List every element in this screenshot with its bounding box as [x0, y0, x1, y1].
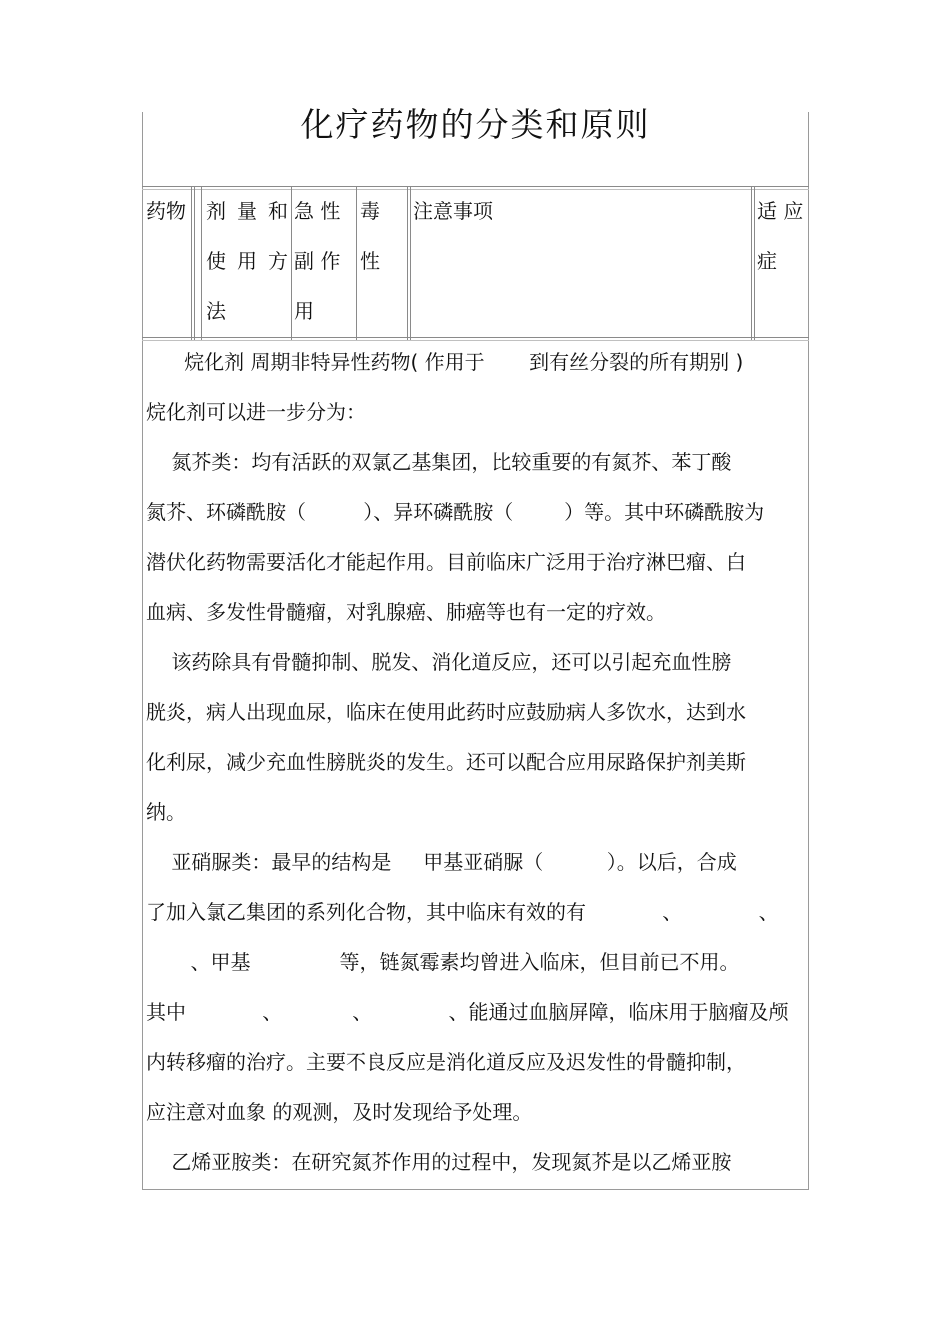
header-text: 药物: [146, 199, 186, 223]
body-line: 氮芥、环磷酰胺（ ）、异环磷酰胺（ ）等。其中环磷酰胺为: [146, 500, 765, 524]
table-bottom-border: [142, 1189, 809, 1190]
header-text: 毒: [360, 199, 380, 223]
header-text: 法: [206, 299, 226, 323]
body-line: 、甲基 等，链氮霉素均曾进入临床，但目前已不用。: [146, 950, 740, 974]
table-left-border: [142, 112, 143, 1190]
header-cell-acute-side-effects: [294, 186, 354, 336]
document-body: [146, 337, 808, 1187]
body-line: 了加入氯乙集团的系列化合物，其中临床有效的有 、 、: [146, 900, 779, 924]
column-divider-2: [291, 186, 292, 340]
header-text: 用: [294, 299, 314, 323]
body-line: 潜伏化药物需要活化才能起作用。目前临床广泛用于治疗淋巴瘤、白: [146, 550, 746, 574]
body-line: 其中 、 、 、能通过血脑屏障，临床用于脑瘤及颅: [146, 1000, 789, 1024]
table-right-border: [808, 112, 809, 1190]
column-divider-1a: [191, 186, 192, 340]
body-line: 亚硝脲类：最早的结构是 甲基亚硝脲（ ）。以后，合成: [146, 850, 737, 874]
header-text: 适 应: [757, 199, 804, 223]
document-title: 化疗药物的分类和原则: [300, 105, 651, 144]
body-line: 胱炎，病人出现血尿，临床在使用此药时应鼓励病人多饮水，达到水: [146, 700, 746, 724]
header-text: 使 用 方: [206, 249, 288, 273]
body-line: 纳。: [146, 800, 186, 824]
column-divider-1b: [194, 186, 195, 340]
header-cell-drug: [146, 186, 190, 236]
column-divider-4b: [410, 186, 411, 340]
body-line: 该药除具有骨髓抑制、脱发、消化道反应，还可以引起充血性膀: [146, 650, 732, 674]
column-divider-5b: [754, 186, 755, 340]
body-line: 化利尿，减少充血性膀胱炎的发生。还可以配合应用尿路保护剂美斯: [146, 750, 746, 774]
header-text: 症: [757, 249, 777, 273]
column-divider-5a: [751, 186, 752, 340]
body-line: 应注意对血象 的观测，及时发现给予处理。: [146, 1100, 533, 1124]
header-text: 急 性: [294, 199, 341, 223]
header-text: 剂 量 和: [206, 199, 288, 223]
body-line: 烷化剂可以进一步分为：: [146, 400, 366, 424]
body-line: 氮芥类：均有活跃的双氯乙基集团，比较重要的有氮芥、苯丁酸: [146, 450, 732, 474]
column-divider-3: [356, 186, 357, 340]
header-cell-notes: [413, 186, 743, 236]
body-line: 烷化剂 周期非特异性药物( 作用于 到有丝分裂的所有期别 ): [146, 350, 744, 374]
header-cell-dosage: [206, 186, 288, 336]
body-line: 内转移瘤的治疗。主要不良反应是消化道反应及迟发性的骨髓抑制，: [146, 1050, 746, 1074]
body-line: 血病、多发性骨髓瘤，对乳腺癌、肺癌等也有一定的疗效。: [146, 600, 666, 624]
header-cell-indications: [757, 186, 807, 286]
column-divider-4a: [407, 186, 408, 340]
header-text: 性: [360, 249, 380, 273]
body-line: 乙烯亚胺类：在研究氮芥作用的过程中，发现氮芥是以乙烯亚胺: [146, 1150, 732, 1174]
header-text: 副 作: [294, 249, 341, 273]
header-text: 注意事项: [413, 199, 493, 223]
column-divider-1c: [201, 186, 202, 340]
header-cell-toxicity: [360, 186, 405, 286]
